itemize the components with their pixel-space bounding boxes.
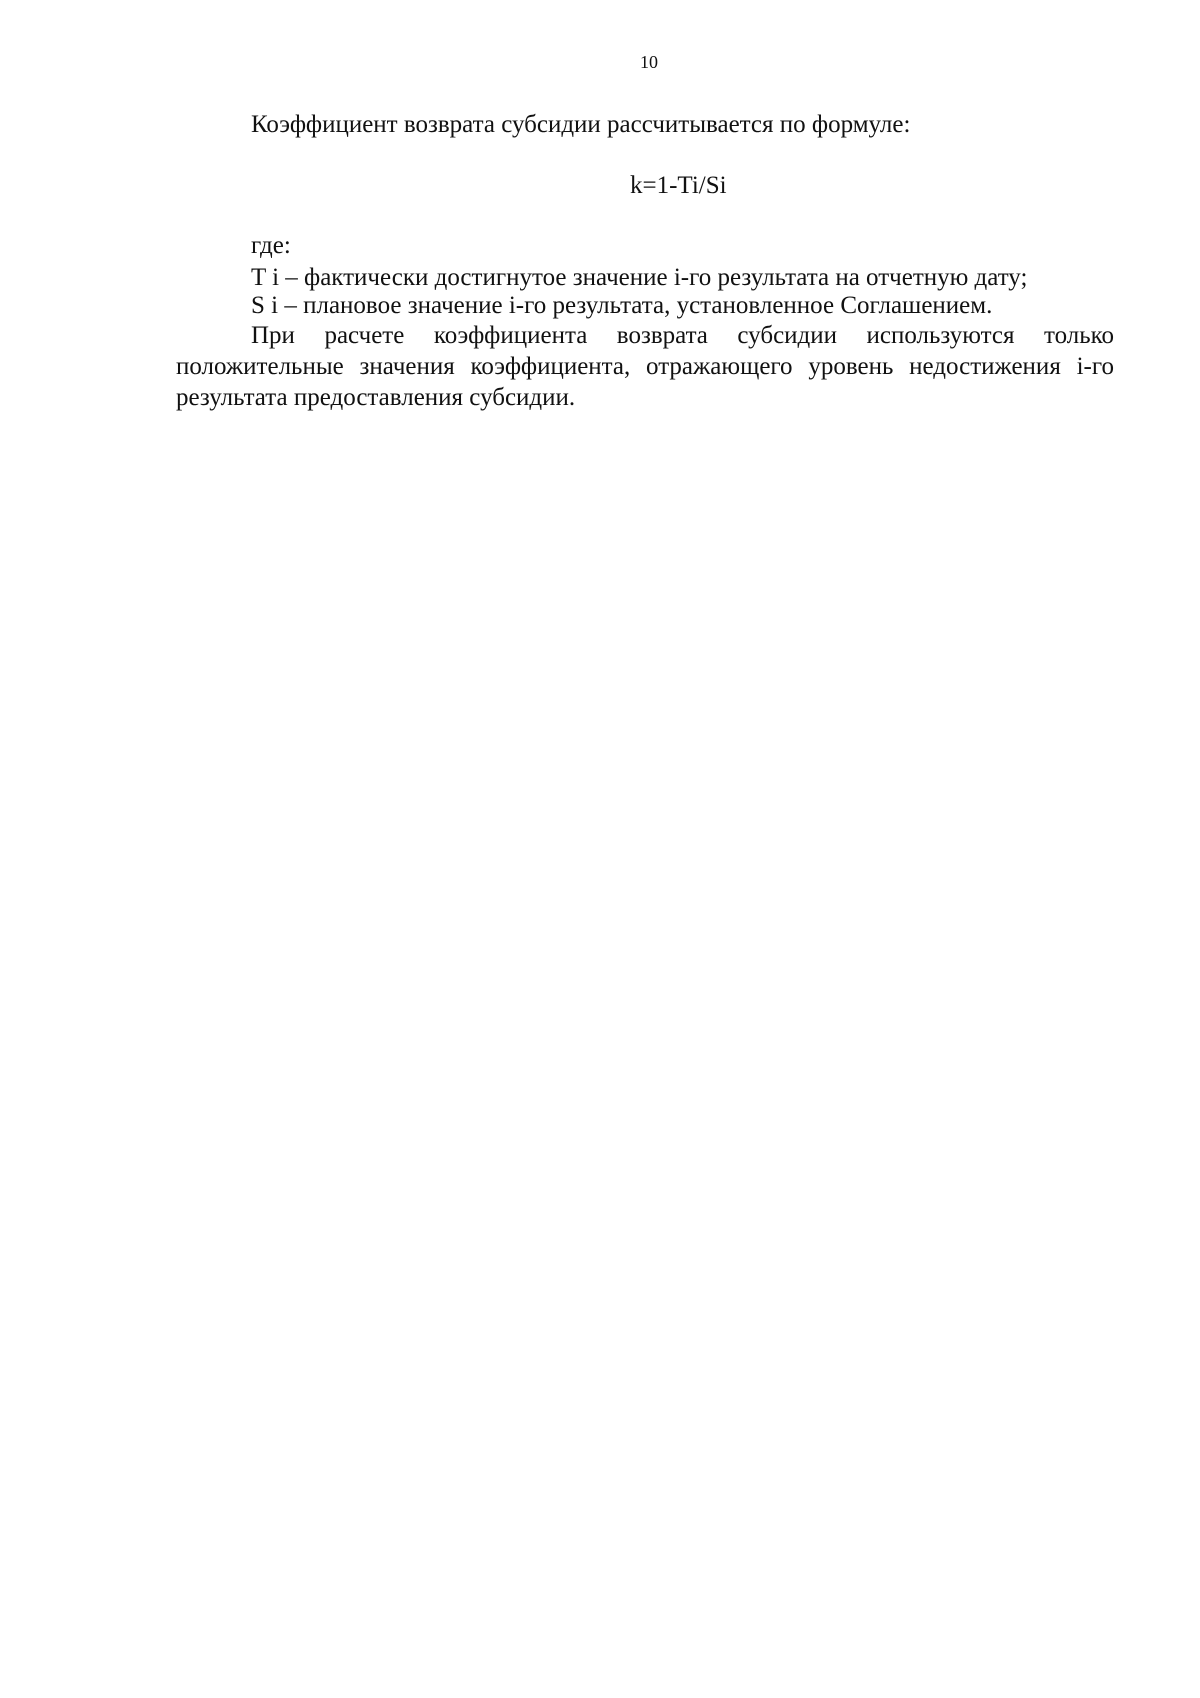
page-number: 10 [640, 52, 658, 72]
definition-ti: T i – фактически достигнутое значение i-го результата на отчетную дату; [251, 264, 1028, 291]
formula-intro: Коэффициент возврата субсидии рассчитывается по формуле: [251, 111, 911, 138]
body-paragraph: При расчете коэффициента возврата субсидии используются только положительные значения коэффициента, отражающего уровень недостижения i-го результата предоставления субсидии. [176, 322, 1114, 411]
formula: k=1-Ti/Si [630, 172, 727, 199]
definition-si: S i – плановое значение i-го результата, установленное Соглашением. [251, 292, 993, 319]
where-label: где: [251, 232, 291, 259]
